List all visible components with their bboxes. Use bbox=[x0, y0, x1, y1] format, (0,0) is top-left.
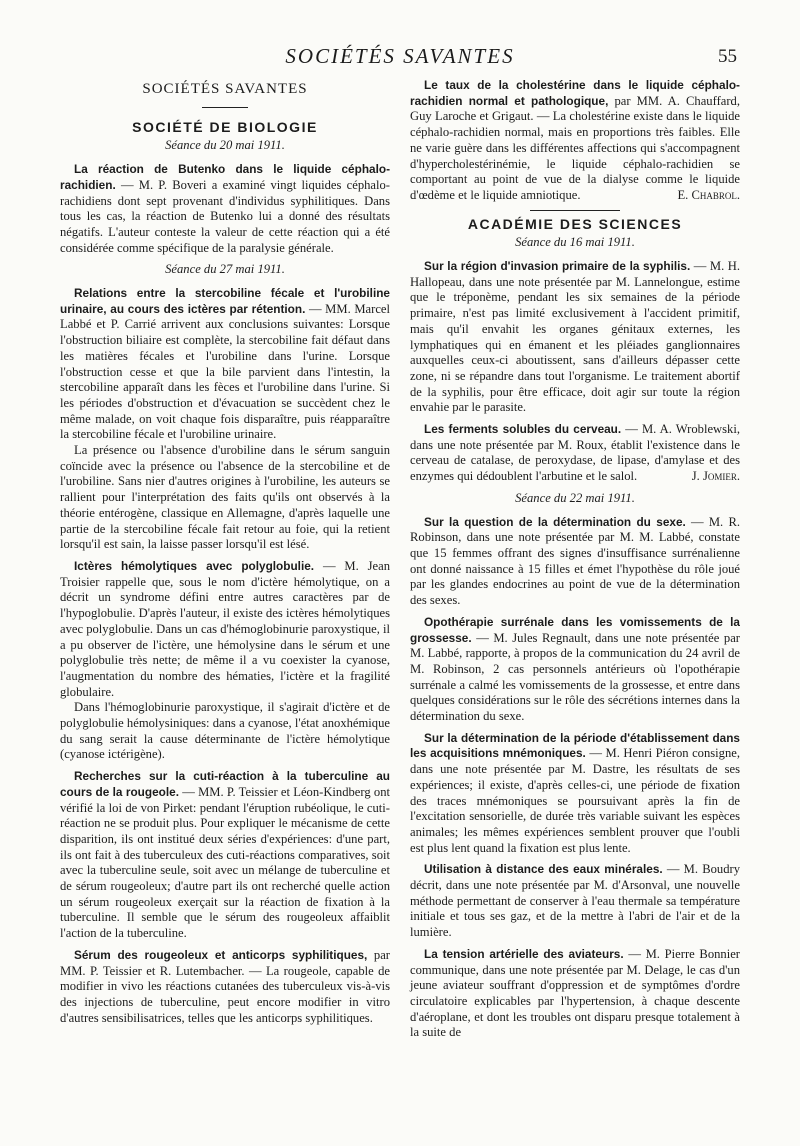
society-heading-biologie: SOCIÉTÉ DE BIOLOGIE bbox=[132, 118, 318, 135]
article-body: — M. Henri Piéron consigne, dans une note présentée par M. Dastre, les résultats de ses expériences; il existe, d'après celles-ci, une période de fixation des traces mnémoniques se poursuivant après la fin de l'excitation sensorielle, de durée très variable suivant les espèces animales; les mêmes expériences semblent prouver que l'oubli est plus lent quand la fixation est plus lente. bbox=[410, 746, 741, 855]
author-signature: E. Chabrol. bbox=[677, 187, 740, 202]
article-syphilis bbox=[410, 259, 740, 416]
article-title: La réaction de Butenko dans le liquide céphalo-rachidien. bbox=[60, 162, 390, 192]
article-cuti-reaction bbox=[60, 769, 390, 942]
article-body-continued: Dans l'hémoglobinurie paroxystique, il s'agirait d'ictère et de polyglobulie hémolysiniques: dans a cyanose, l'état anoxhémique du sang serait la cause déterminante de l'ictère hémolytique (cyanose ictérigène). bbox=[60, 700, 390, 762]
article-title: Sur la région d'invasion primaire de la syphilis. bbox=[424, 259, 691, 274]
society-heading-academie: ACADÉMIE DES SCIENCES bbox=[467, 215, 683, 232]
article-icteres bbox=[60, 559, 390, 763]
article-opotherapie bbox=[410, 615, 740, 725]
section-divider bbox=[202, 107, 248, 108]
article-ferments bbox=[410, 422, 740, 485]
article-title: Relations entre la stercobiline fécale et l'urobiline urinaire, au cours des ictères par rétention. bbox=[60, 286, 390, 316]
article-title: Ictères hémolytiques avec polyglobulie. bbox=[74, 558, 315, 573]
article-serum-rougeoleux bbox=[60, 948, 390, 1027]
article-body: — M. A. Wroblewski, dans une note présentée par M. Roux, établit l'existence dans le cerveau de catalase, de peroxydase, de lipase, d'amylase et des enzymes qui dédoublent l'arbutine et le salol. bbox=[410, 422, 740, 484]
running-title: SOCIÉTÉS SAVANTES bbox=[285, 44, 515, 68]
article-body: — M. R. Robinson, dans une note présentée par M. M. Labbé, constate que 15 femmes offrant des signes d'insuffisance surrénalienne ont donné naissance à 15 filles et émet l'hypothèse du rôle joué par les glandes endocrines au point de vue de la détermination des sexes. bbox=[410, 514, 740, 608]
running-header bbox=[0, 44, 800, 74]
article-body: — M. Boudry décrit, dans une note présentée par M. d'Arsonval, une nouvelle méthode permettant de conserver à l'eau thermale sa température initiale et tous ses gaz, et de la mettre à l'abri de l'air et de la lumière. bbox=[410, 862, 740, 940]
article-title: Sérum des rougeoleux et anticorps syphilitiques, bbox=[74, 947, 368, 962]
author-signature: J. Jomier. bbox=[691, 469, 740, 484]
article-stercobiline bbox=[60, 286, 390, 553]
session-date: Séance du 27 mai 1911. bbox=[165, 262, 285, 277]
article-body: — M. Jules Regnault, dans une note présentée par M. Labbé, rapporte, à propos de la communication du 24 avril de M. Robinson, 2 cas personnels antérieurs où l'opothérapie surrénale a calmé les vomissements de la grossesse, et entre dans quelques considérations sur le rôle des sécrétions internes dans la détermination du sexe. bbox=[410, 630, 740, 724]
article-mnemoniques bbox=[410, 731, 740, 857]
section-divider bbox=[530, 210, 620, 211]
article-body: — MM. Marcel Labbé et P. Carrié arrivent aux conclusions suivantes: Lorsque l'obstruction biliaire est complète, la stercobiline fait défaut dans les matières fécales et l'urobiline dans l'urine. Lorsque l'obstruction cesse et que la bile parvient dans l'intestin, la stercobiline apparaît dans les fèces et l'urobiline dans l'urine. Si les périodes d'obstruction et d'évacuation se succèdent chez le même malade, on voit chaque fois disparaître, puis réapparaître la stercobiline fécale et l'urobiline urinaire. bbox=[60, 301, 390, 442]
section-title: SOCIÉTÉS SAVANTES bbox=[142, 81, 308, 97]
article-title: Les ferments solubles du cerveau. bbox=[424, 422, 622, 437]
article-body-continued: La présence ou l'absence d'urobiline dans le sérum sanguin coïncide avec la présence ou l'absence de la stercobiline et de l'urobiline. Sans nier d'autres origines à l'urobiline, les auteurs se rallient pour l'interprétation des faits qu'ils ont observés à la théorie entérogène, classique en Allemagne, d'après laquelle une partie de la stercobiline fécale fait retour au foie, qui la retient lorsqu'il est sain, la laisse passer lorsqu'il est lésé. bbox=[60, 443, 390, 552]
article-butenko bbox=[60, 162, 390, 256]
article-body: par MM. P. Teissier et R. Lutembacher. — La rougeole, capable de modifier in vivo les réactions cutanées des tuberculeux vis-à-vis des injections de tuberculine, peut encore modifier in vitro d'autres sensibilisatrices, telles que les anticorps syphilitiques. bbox=[60, 947, 391, 1025]
article-body: — M. Pierre Bonnier communique, dans une note présentée par M. Delage, le cas d'un jeune aviateur souffrant d'oppression et de symptômes d'ordre circulatoire explicables par l'hypertension, à chaque descente d'aéroplane, et dont les troubles ont disparu presque totalement à la suite de bbox=[410, 946, 740, 1040]
article-title: Recherches sur la cuti-réaction à la tuberculine au cours de la rougeole. bbox=[60, 769, 390, 799]
session-date: Séance du 16 mai 1911. bbox=[515, 235, 635, 250]
session-date: Séance du 20 mai 1911. bbox=[165, 138, 285, 153]
article-title: Sur la question de la détermination du sexe. bbox=[424, 514, 686, 529]
article-title: Utilisation à distance des eaux minérales. bbox=[424, 862, 663, 877]
article-eaux-minerales bbox=[410, 862, 740, 941]
session-date: Séance du 22 mai 1911. bbox=[515, 490, 635, 505]
article-tension-aviateurs bbox=[410, 947, 740, 1041]
article-body: — M. P. Boveri a examiné vingt liquides céphalo-rachidiens dont sept provenant d'individus syphilitiques. Dans tous les cas, la réaction de Butenko lui a donné des résultats négatifs. L'auteur conteste la valeur de cette réaction qui a été considérée comme spécifique de la paralysie générale. bbox=[60, 177, 390, 255]
article-body: — M. Jean Troisier rappelle que, sous le nom d'ictère hémolytique, on a décrit un syndrome défini entre autres caractères par de l'hypoglobulie. D'après l'auteur, il existe des ictères hémolytiques avec polyglobulie. Dans un cas d'hémoglobinurie paroxystique, il a pu observer de l'ictère, une hémolysine dans le sérum et une polyglobulie très nette; de même il a vu coexister la cyanose, l'augmentation du nombre des hématies, l'ictère et la fragilité globulaire. bbox=[60, 558, 391, 699]
article-body: — M. H. Hallopeau, dans une note présentée par M. Lannelongue, estime que le tréponème, pendant les six semaines de la période primaire, n'est pas limité exclusivement à l'accident primitif, mais qu'il envahit les organes génitaux externes, les lymphatiques qui en émanent et les pléiades ganglionnaires auxquelles ceux-ci aboutissent, sans d'ailleurs dépasser cette zone, ni se répandre dans tout l'organisme. Le traitement abortif de la syphilis, pour être efficace, doit agir sur toute la région envahie par le parasite. bbox=[410, 259, 740, 415]
article-title: Opothérapie surrénale dans les vomissements de la grossesse. bbox=[410, 614, 740, 645]
article-sexe bbox=[410, 515, 740, 609]
left-column bbox=[60, 78, 390, 1032]
article-title: Le taux de la cholestérine dans le liquide céphalo-rachidien normal et pathologique, bbox=[410, 78, 740, 108]
article-cholesterine bbox=[410, 78, 740, 204]
article-title: La tension artérielle des aviateurs. bbox=[424, 946, 624, 961]
article-title: Sur la détermination de la période d'établissement dans les acquisitions mnémoniques. bbox=[410, 730, 740, 761]
page-number: 55 bbox=[718, 46, 737, 67]
right-column bbox=[410, 78, 740, 1047]
article-body: par MM. A. Chauffard, Guy Laroche et Grigaut. — La cholestérine existe dans le liquide céphalo-rachidien normal, mais en proportions très faibles. Elle ne varie guère dans les différentes affections qui s'accompagnent d'hypercholestérinémie, le liquide céphalo-rachidien se comportant au point de vue de la dialyse comme le liquide d'œdème et le liquide amniotique. bbox=[410, 93, 740, 202]
article-body: — MM. P. Teissier et Léon-Kindberg ont vérifié la loi de von Pirket: pendant l'éruption rubéolique, le cuti-réaction ne se produit plus. Pour expliquer le mécanisme de cette disparition, ils ont institué deux séries d'expériences: d'une part, ils ont fait à des tuberculeux des cuti-réactions comparatives, soit avec la tuberculine seule, soit avec un mélange de tuberculine et de sérum rougeoleux; d'autre part ils ont recherché quelle action un sérum rougeoleux exerçait sur la réaction de fixation à la tuberculine. Il semble que le sérum des rougeoleux affaiblit l'action de la tuberculine. bbox=[60, 784, 391, 941]
